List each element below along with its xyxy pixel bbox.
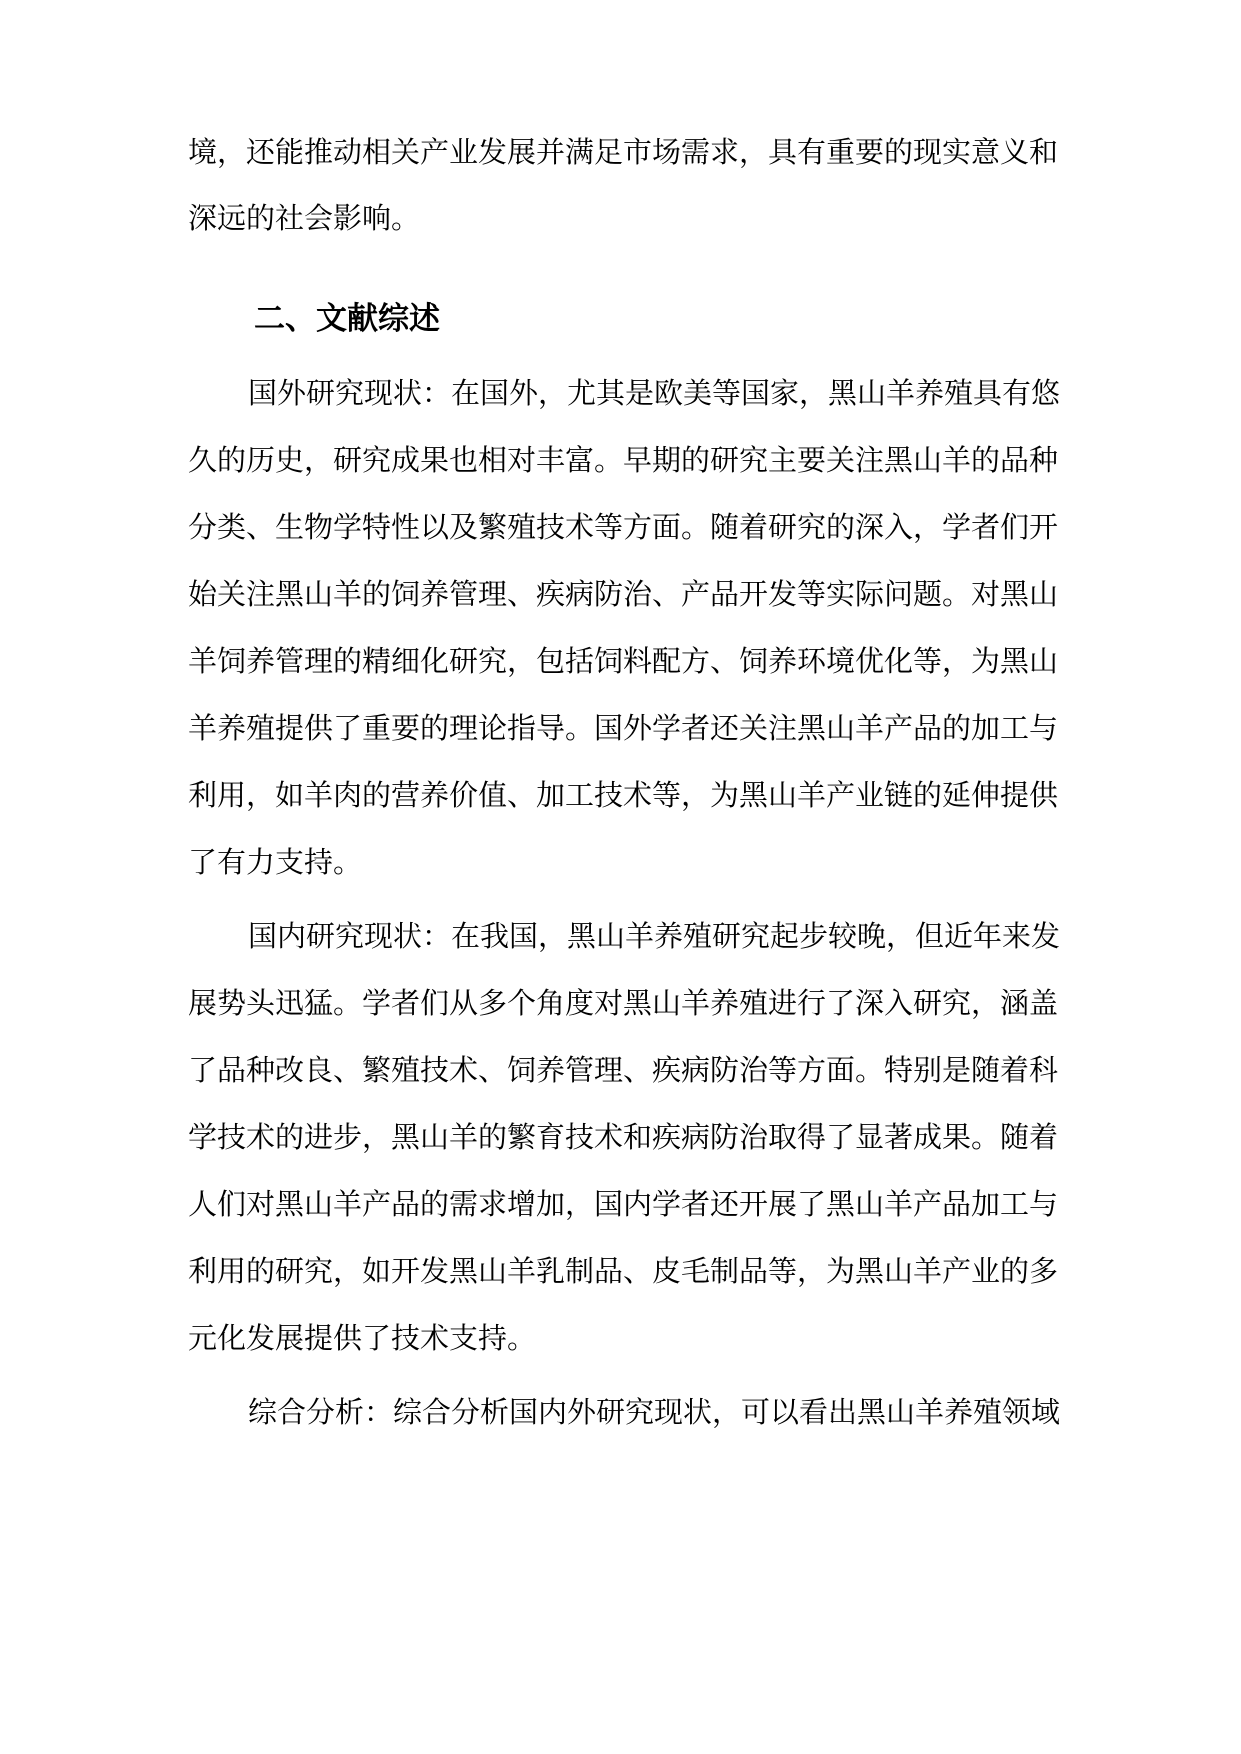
paragraph-1-line-1: 国外研究现状：在国外，尤其是欧美等国家，黑山羊养殖具有悠 — [248, 376, 1061, 410]
paragraph-1-line-2: 久的历史，研究成果也相对丰富。早期的研究主要关注黑山羊的品种 — [188, 443, 1059, 477]
document-page — [188, 0, 1061, 1754]
paragraph-2-line-2: 展势头迅猛。学者们从多个角度对黑山羊养殖进行了深入研究，涵盖 — [188, 986, 1059, 1020]
paragraph-1-line-7: 利用，如羊肉的营养价值、加工技术等，为黑山羊产业链的延伸提供 — [188, 778, 1059, 812]
paragraph-3-line-1: 综合分析：综合分析国内外研究现状，可以看出黑山羊养殖领域 — [248, 1395, 1061, 1429]
paragraph-2-line-7: 元化发展提供了技术支持。 — [188, 1321, 537, 1355]
paragraph-1-line-6: 羊养殖提供了重要的理论指导。国外学者还关注黑山羊产品的加工与 — [188, 711, 1059, 745]
paragraph-2-line-4: 学技术的进步，黑山羊的繁育技术和疾病防治取得了显著成果。随着 — [188, 1120, 1059, 1154]
intro-line-1: 境，还能推动相关产业发展并满足市场需求，具有重要的现实意义和 — [188, 135, 1059, 169]
paragraph-2-line-6: 利用的研究，如开发黑山羊乳制品、皮毛制品等，为黑山羊产业的多 — [188, 1254, 1059, 1288]
paragraph-2-line-5: 人们对黑山羊产品的需求增加，国内学者还开展了黑山羊产品加工与 — [188, 1187, 1059, 1221]
paragraph-1-line-5: 羊饲养管理的精细化研究，包括饲料配方、饲养环境优化等，为黑山 — [188, 644, 1059, 678]
paragraph-1-line-3: 分类、生物学特性以及繁殖技术等方面。随着研究的深入，学者们开 — [188, 510, 1059, 544]
paragraph-2-line-3: 了品种改良、繁殖技术、饲养管理、疾病防治等方面。特别是随着科 — [188, 1053, 1059, 1087]
section-heading: 二、文献综述 — [254, 301, 440, 337]
paragraph-1-line-4: 始关注黑山羊的饲养管理、疾病防治、产品开发等实际问题。对黑山 — [188, 577, 1059, 611]
paragraph-2-line-1: 国内研究现状：在我国，黑山羊养殖研究起步较晚，但近年来发 — [248, 919, 1061, 953]
paragraph-1-line-8: 了有力支持。 — [188, 845, 363, 879]
intro-line-2: 深远的社会影响。 — [188, 201, 421, 235]
